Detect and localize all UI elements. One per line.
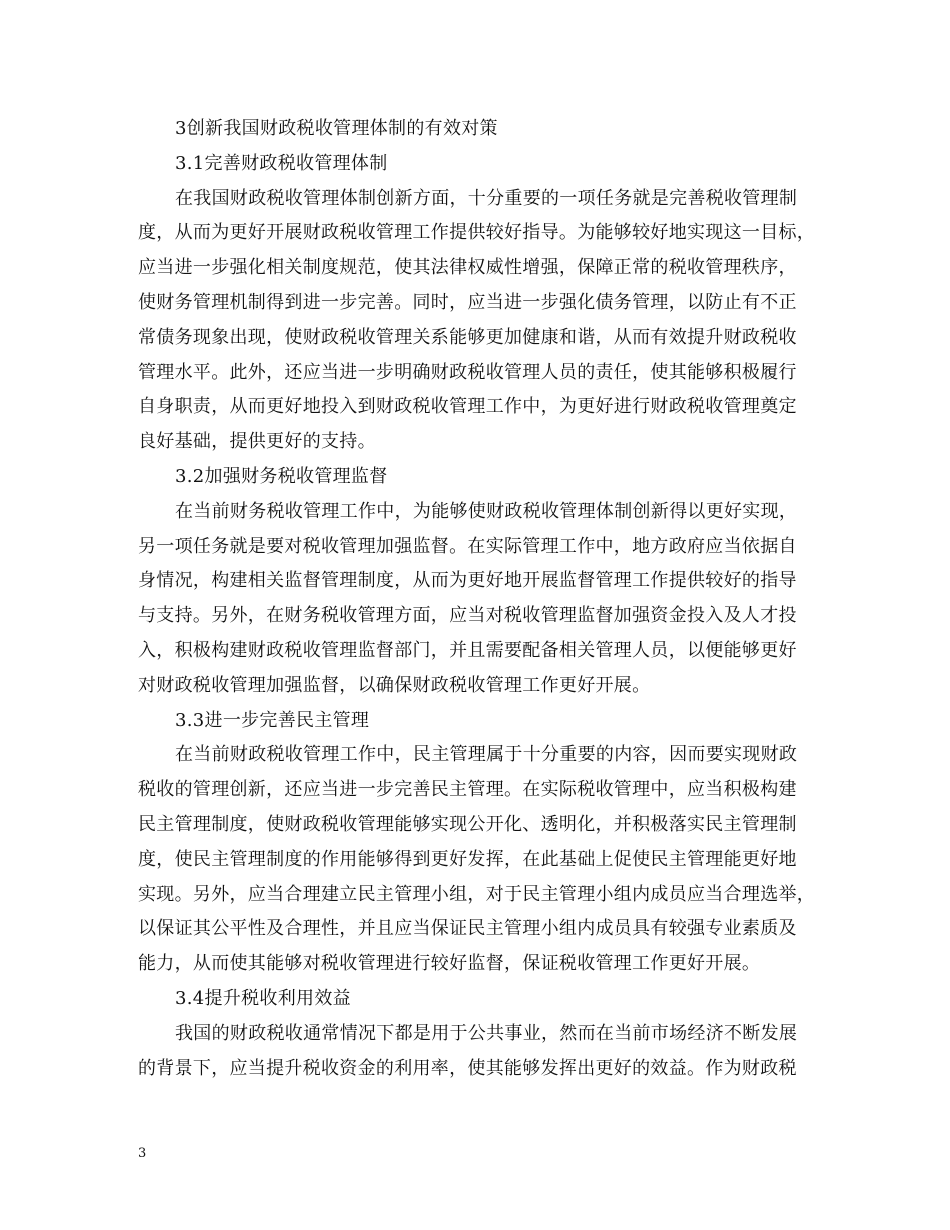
- paragraph-line: 常债务现象出现，使财政税收管理关系能够更加健康和谐，从而有效提升财政税收: [138, 326, 797, 348]
- section-heading: 3.2加强财务税收管理监督: [175, 465, 388, 487]
- page-number: 3: [138, 1146, 147, 1161]
- section-heading: 3.1完善财政税收管理体制: [175, 152, 388, 174]
- paragraph-line: 管理水平。此外，还应当进一步明确财政税收管理人员的责任，使其能够积极履行: [138, 361, 797, 383]
- paragraph-line: 在当前财务税收管理工作中，为能够使财政税收管理体制创新得以更好实现，: [175, 500, 798, 522]
- paragraph-line: 与支持。另外，在财务税收管理方面，应当对税收管理监督加强资金投入及人才投: [138, 605, 797, 627]
- paragraph-line: 度，使民主管理制度的作用能够得到更好发挥，在此基础上促使民主管理能更好地: [138, 848, 797, 870]
- paragraph-line: 自身职责，从而更好地投入到财政税收管理工作中，为更好进行财政税收管理奠定: [138, 396, 797, 418]
- paragraph-line: 度，从而为更好开展财政税收管理工作提供较好指导。为能够较好地实现这一目标，: [138, 222, 816, 244]
- paragraph-line: 我国的财政税收通常情况下都是用于公共事业，然而在当前市场经济不断发展: [175, 1022, 798, 1044]
- section-heading: 3.4提升税收利用效益: [175, 987, 351, 1009]
- paragraph-line: 另一项任务就是要对税收管理加强监督。在实际管理工作中，地方政府应当依据自: [138, 535, 797, 557]
- paragraph-line: 以保证其公平性及合理性，并且应当保证民主管理小组内成员具有较强专业素质及: [138, 918, 797, 940]
- paragraph-line: 在我国财政税收管理体制创新方面，十分重要的一项任务就是完善税收管理制: [175, 187, 798, 209]
- paragraph-line: 民主管理制度，使财政税收管理能够实现公开化、透明化，并积极落实民主管理制: [138, 813, 797, 835]
- paragraph-line: 应当进一步强化相关制度规范，使其法律权威性增强，保障正常的税收管理秩序，: [138, 257, 797, 279]
- paragraph-line: 使财务管理机制得到进一步完善。同时，应当进一步强化债务管理，以防止有不正: [138, 291, 797, 313]
- section-heading: 3创新我国财政税收管理体制的有效对策: [175, 118, 498, 139]
- paragraph-line: 税收的管理创新，还应当进一步完善民主管理。在实际税收管理中，应当积极构建: [138, 779, 797, 801]
- paragraph-line: 的背景下，应当提升税收资金的利用率，使其能够发挥出更好的效益。作为财政税: [138, 1057, 797, 1079]
- paragraph-line: 入，积极构建财政税收管理监督部门，并且需要配备相关管理人员，以便能够更好: [138, 639, 797, 661]
- document-page: [138, 112, 818, 1086]
- paragraph-line: 实现。另外，应当合理建立民主管理小组，对于民主管理小组内成员应当合理选举，: [138, 883, 816, 905]
- paragraph-line: 能力，从而使其能够对税收管理进行较好监督，保证税收管理工作更好开展。: [138, 953, 761, 975]
- paragraph-line: 对财政税收管理加强监督，以确保财政税收管理工作更好开展。: [138, 674, 651, 696]
- paragraph-line: 身情况，构建相关监督管理制度，从而为更好地开展监督管理工作提供较好的指导: [138, 570, 797, 592]
- paragraph-line: 良好基础，提供更好的支持。: [138, 431, 376, 453]
- section-heading: 3.3进一步完善民主管理: [175, 709, 370, 731]
- paragraph-line: 在当前财政税收管理工作中，民主管理属于十分重要的内容，因而要实现财政: [175, 744, 798, 766]
